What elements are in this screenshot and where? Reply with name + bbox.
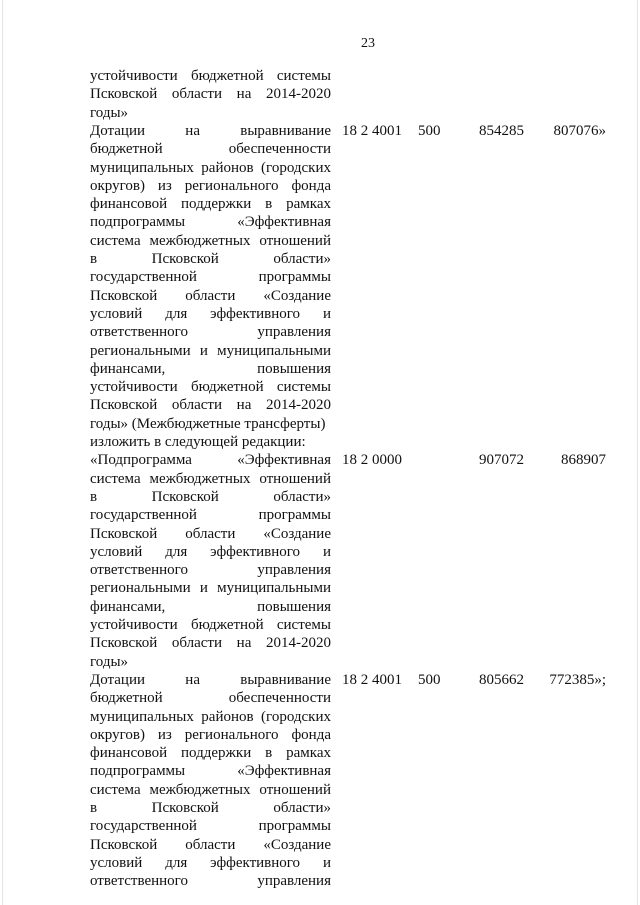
text-line: система межбюджетных отношений <box>90 470 331 487</box>
text-line: финансами, повышения <box>90 360 331 377</box>
amount-1-cell: 907072 <box>479 452 524 469</box>
amount-2-cell: 868907 <box>561 452 606 469</box>
text-line: условий для эффективного и <box>90 854 331 871</box>
text-line: бюджетной обеспеченности <box>90 690 331 707</box>
text-line: условий для эффективного и <box>90 543 331 560</box>
code-cell: 18 2 0000 <box>342 452 402 469</box>
amount-1-cell: 805662 <box>479 671 524 688</box>
text-line: в Псковской области» <box>90 251 331 267</box>
text-line: бюджетной обеспеченности <box>90 141 331 158</box>
text-line: подпрограммы «Эффективная <box>90 214 331 231</box>
text-line: устойчивости бюджетной системы <box>90 68 331 84</box>
text-line: округов) из регионального фонда <box>90 177 331 194</box>
text-line: Псковской области на 2014-2020 <box>90 86 331 103</box>
text-line: государственной программы <box>90 269 331 286</box>
text-line: устойчивости бюджетной системы <box>90 379 331 396</box>
text-line: Псковской области на 2014-2020 <box>90 635 331 652</box>
text-line: Дотации на выравнивание <box>90 122 331 139</box>
text-line: финансовой поддержки в рамках <box>90 745 331 762</box>
text-line: Псковской области «Создание <box>90 525 331 542</box>
type-cell: 500 <box>418 671 441 688</box>
amount-2-cell: 807076» <box>553 122 606 139</box>
text-line: финансовой поддержки в рамках <box>90 196 331 213</box>
text-line: в Псковской области» <box>90 800 331 816</box>
text-line: годы» (Межбюджетные трансферты) <box>90 415 326 432</box>
text-line: изложить в следующей редакции: <box>90 434 306 450</box>
text-line: ответственного управления <box>90 562 331 579</box>
text-line: округов) из регионального фонда <box>90 726 331 743</box>
text-line: государственной программы <box>90 818 331 835</box>
code-cell: 18 2 4001 <box>342 671 402 688</box>
text-line: система межбюджетных отношений <box>90 232 331 249</box>
scan-edge-right <box>637 0 638 905</box>
text-line: государственной программы <box>90 507 331 524</box>
code-cell: 18 2 4001 <box>342 122 402 139</box>
text-line: ответственного управления <box>90 873 331 890</box>
scan-edge-left <box>2 0 3 905</box>
page-number: 23 <box>361 36 375 51</box>
text-line: Псковской области на 2014-2020 <box>90 397 331 414</box>
text-line: муниципальных районов (городских <box>90 159 331 176</box>
text-line: финансами, повышения <box>90 598 331 615</box>
type-cell: 500 <box>418 122 441 139</box>
text-line: система межбюджетных отношений <box>90 781 331 798</box>
text-line: годы» <box>90 653 129 670</box>
text-line: Псковской области «Создание <box>90 836 331 853</box>
text-line: ответственного управления <box>90 324 331 341</box>
text-line: региональными и муниципальными <box>90 342 331 359</box>
text-line: муниципальных районов (городских <box>90 708 331 725</box>
text-line: устойчивости бюджетной системы <box>90 617 331 633</box>
text-line: условий для эффективного и <box>90 305 331 322</box>
text-line: «Подпрограмма «Эффективная <box>90 452 331 469</box>
text-line: региональными и муниципальными <box>90 580 331 597</box>
text-line: годы» <box>90 104 129 121</box>
amount-2-cell: 772385»; <box>549 671 606 688</box>
text-line: Псковской области «Создание <box>90 287 331 304</box>
text-line: Дотации на выравнивание <box>90 671 331 688</box>
text-line: подпрограммы «Эффективная <box>90 763 331 780</box>
amount-1-cell: 854285 <box>479 122 524 139</box>
text-line: в Псковской области» <box>90 488 331 505</box>
